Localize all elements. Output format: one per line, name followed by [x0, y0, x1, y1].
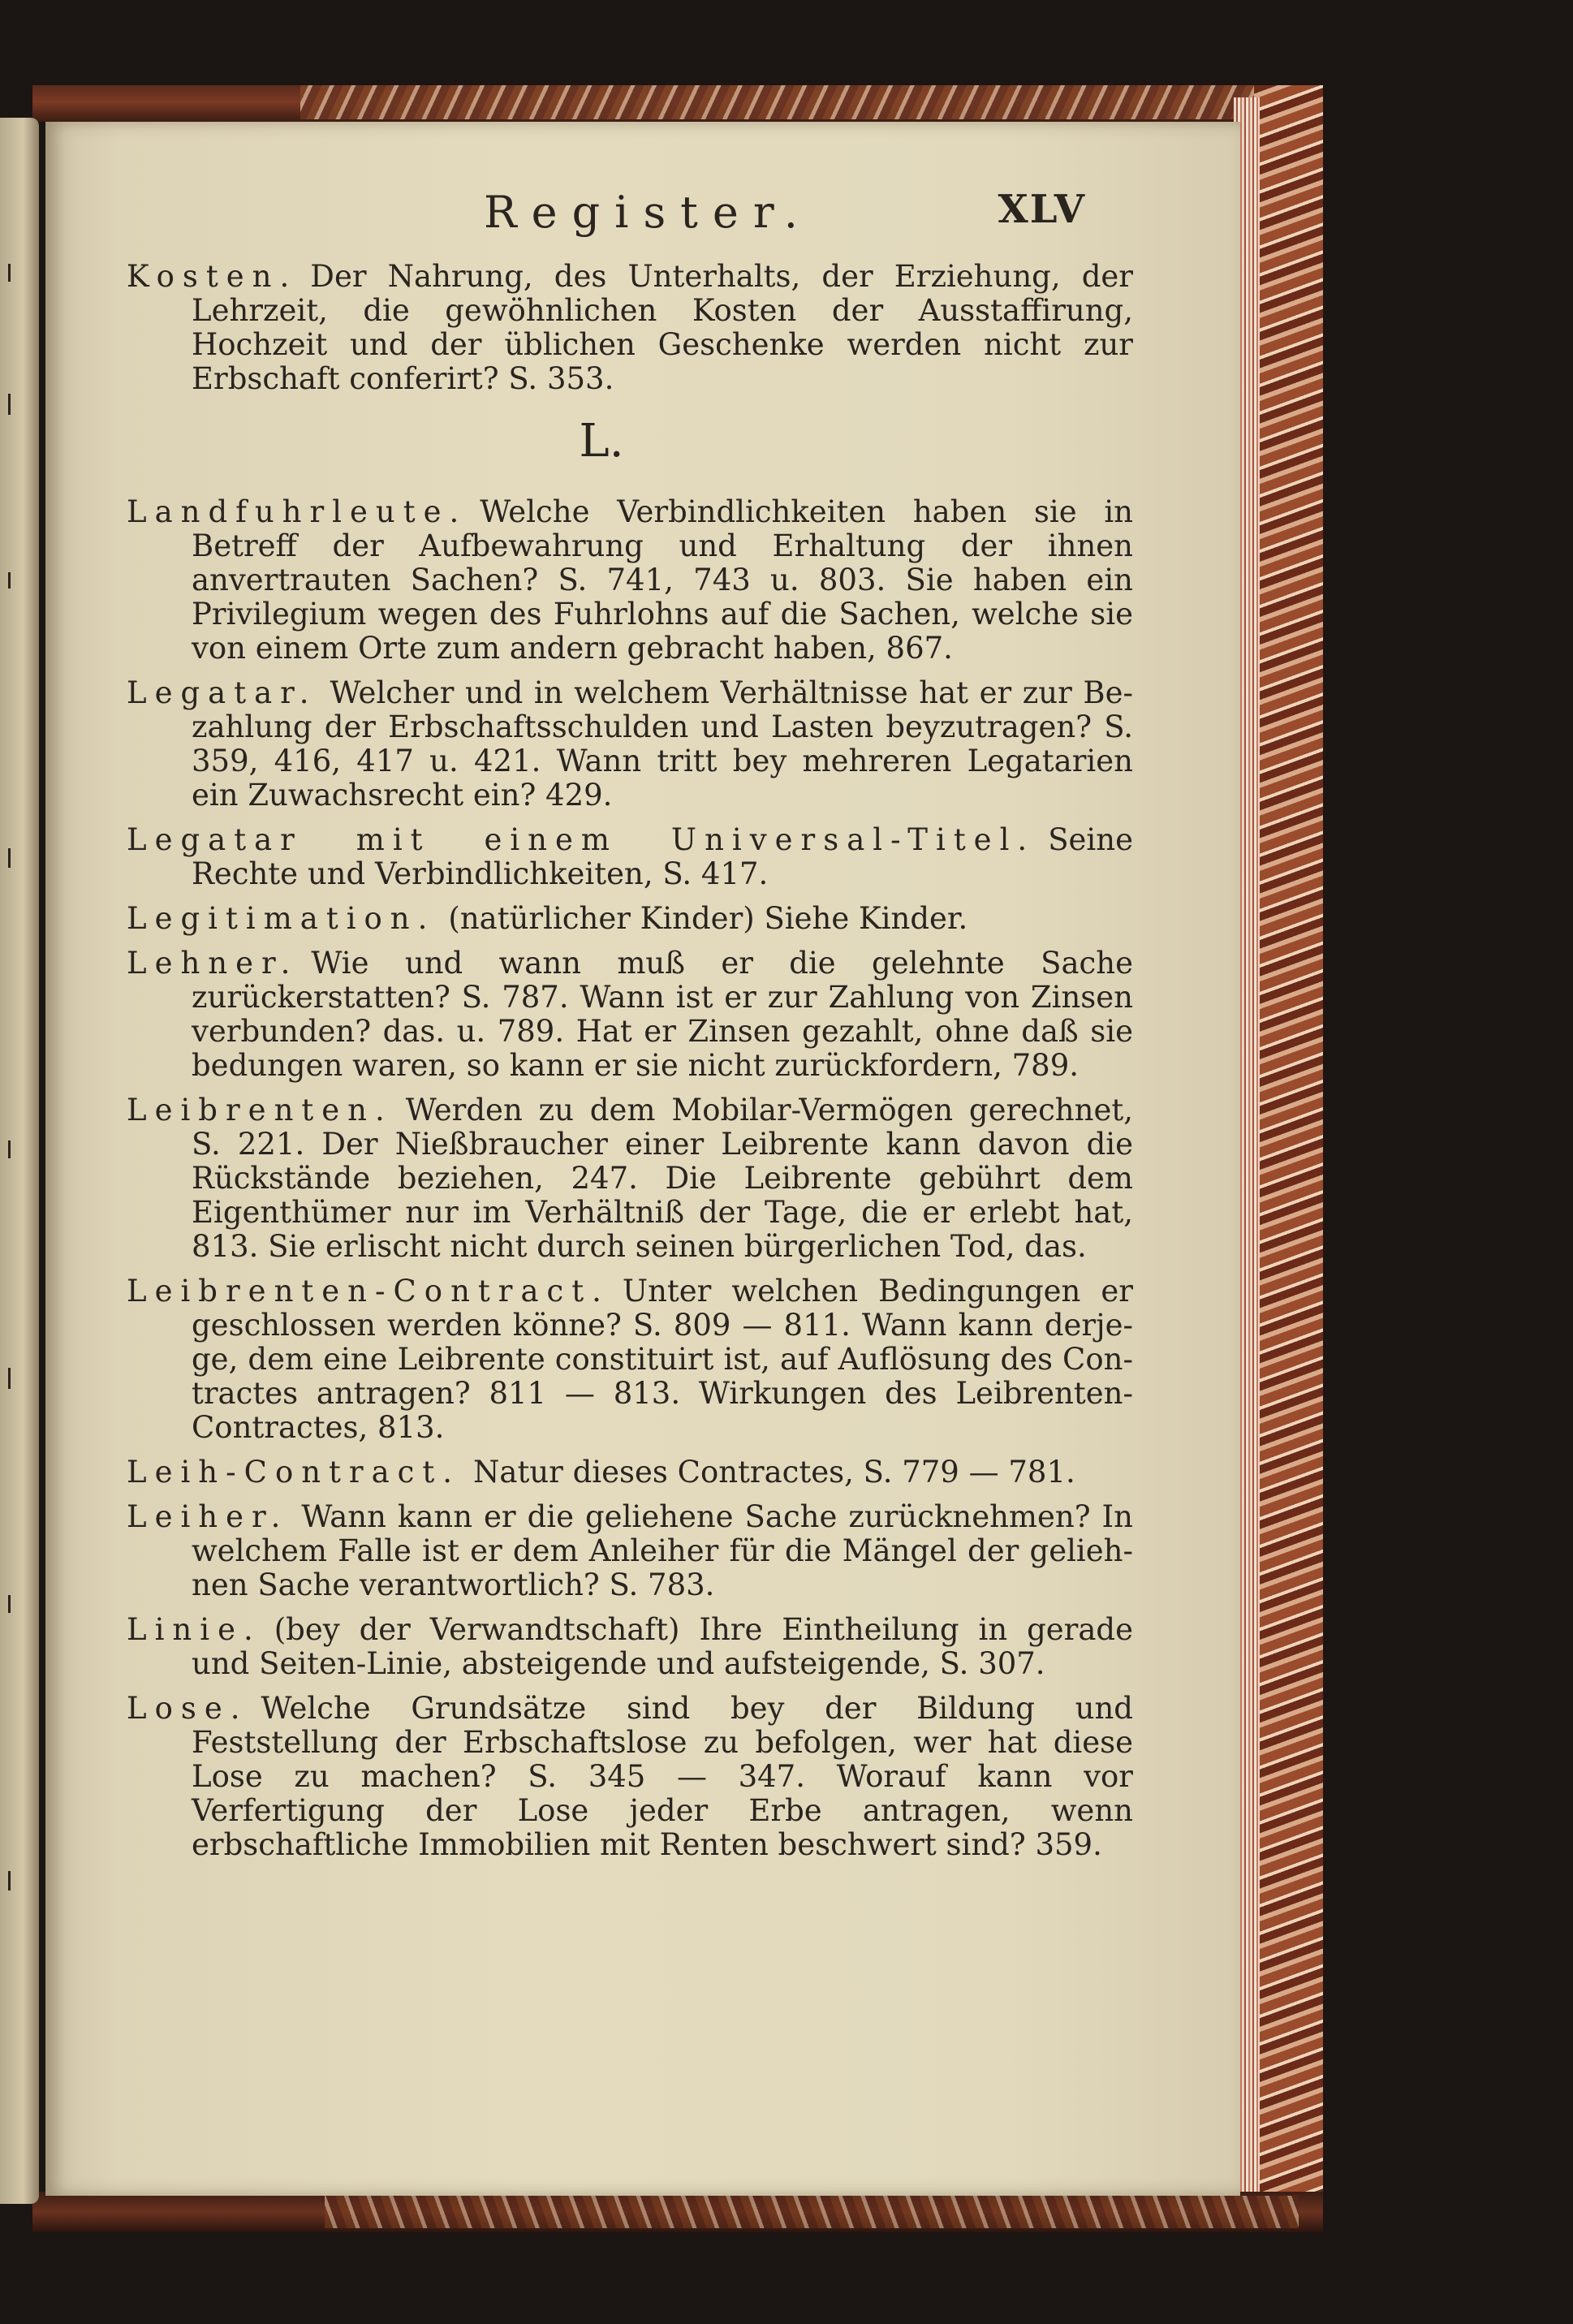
entry-text: Werden zu dem Mobilar-Vermögen gerechnet, S. 221. Der Nießbraucher einer Leibrente kann davon die Rückstände beziehen, 247. Die Leibrente gebührt dem Eigenthümer nur im Verhältniß der Tage, die er erlebt hat, 813. Sie erlischt nicht durch seinen bürgerlichen Tod, das. [192, 1093, 1133, 1264]
entry-text: (bey der Verwandtschaft) Ihre Eintheilung in gerade und Seiten-Linie, absteigende und aufsteigende, S. 307. [192, 1612, 1133, 1681]
index-entry [127, 946, 1133, 1083]
index-entry [127, 1093, 1133, 1264]
running-head: Register. [484, 187, 812, 238]
index-entry [127, 823, 1133, 891]
entry-text: Welche Grundsätze sind bey der Bildung und Feststellung der Erbschaftslose zu befolgen, wer hat diese Lose zu machen? S. 345 — 347. Worauf kann vor Verfertigung der Lose jeder Erbe antragen, wenn erbschaftliche Immobilien mit Renten beschwert sind? 359. [192, 1691, 1133, 1862]
index-entry [127, 495, 1133, 666]
index-entry [127, 260, 1133, 396]
entry-headword: Landfuhrleute. [127, 494, 468, 529]
ink-mark [8, 1368, 11, 1389]
entry-headword: Kosten. [127, 259, 298, 294]
marbled-cover-right [1254, 85, 1323, 2228]
index-entry [127, 1500, 1133, 1602]
index-entry [127, 1455, 1133, 1490]
ink-mark [8, 1595, 11, 1613]
entry-text: Natur dieses Contractes, S. 779 — 781. [473, 1455, 1075, 1490]
previous-page-edge [0, 118, 39, 2204]
marbled-cover-bottom [325, 2196, 1299, 2228]
index-entry [127, 676, 1133, 813]
index-entry [127, 902, 1133, 936]
book-page [45, 122, 1240, 2196]
ink-mark [8, 1871, 11, 1891]
page-number: XLV [998, 187, 1086, 232]
entry-headword: Legatar mit einem Universal-Titel. [127, 822, 1036, 857]
entry-headword: Linie. [127, 1612, 261, 1647]
entry-headword: Legatar. [127, 675, 317, 710]
section-letter: L. [579, 415, 624, 468]
entry-headword: Leih-Contract. [127, 1455, 461, 1490]
index-entry [127, 1274, 1133, 1445]
page-header [45, 187, 1240, 260]
entry-text: Wie und wann muß er die gelehnte Sache zurückerstatten? S. 787. Wann ist er zur Zahlung von Zinsen verbunden? das. u. 789. Hat er Zinsen gezahlt, ohne daß sie bedungen waren, so kann er sie nicht zurückfordern, 789. [192, 946, 1133, 1083]
marbled-cover-top [300, 85, 1307, 119]
ink-mark [8, 264, 11, 282]
index-content [127, 260, 1133, 1873]
entry-headword: Leibrenten. [127, 1093, 393, 1128]
entry-text: Welche Verbindlichkeiten haben sie in Betreff der Aufbewahrung und Erhaltung der ihnen anvertrauten Sachen? S. 741, 743 u. 803. Sie haben ein Privilegium wegen des Fuhrlohns auf die Sachen, welche sie von einem Orte zum andern gebracht haben, 867. [192, 494, 1133, 666]
entry-headword: Leiher. [127, 1499, 289, 1534]
entry-headword: Lose. [127, 1691, 248, 1726]
entry-headword: Legitimation. [127, 901, 436, 936]
ink-mark [8, 848, 11, 868]
entry-text: Der Nahrung, des Unterhalts, der Erziehung, der Lehrzeit, die gewöhnlichen Kosten der Ausstaffirung, Hochzeit und der üblichen Geschenke werden nicht zur Erbschaft conferirt? S. 353. [192, 259, 1133, 396]
entry-text: (natürlicher Kinder) Siehe Kinder. [448, 901, 968, 936]
ink-mark [8, 572, 11, 589]
entry-headword: Lehner. [127, 946, 299, 981]
entry-headword: Leibrenten-Contract. [127, 1274, 610, 1309]
entry-text: Welcher und in welchem Verhältnisse hat er zur Bezahlung der Erbschaftsschulden und Lasten beyzutragen? S. 359, 416, 417 u. 421. Wann tritt bey mehreren Legatarien ein Zuwachsrecht ein? 429. [192, 675, 1133, 813]
entry-text: Unter welchen Bedingungen er geschlossen werden könne? S. 809 — 811. Wann kann derjege, dem eine Leibrente constituirt ist, auf Auflösung des Contractes antragen? 811 — 813. Wirkungen des LeibrentenContractes, 813. [192, 1274, 1133, 1445]
entry-text: Wann kann er die geliehene Sache zurücknehmen? In welchem Falle ist er dem Anleiher für die Mängel der geliehnen Sache verantwortlich? S. 783. [192, 1499, 1133, 1602]
ink-mark [8, 1140, 11, 1158]
ink-mark [8, 394, 11, 415]
entry-text: Seine Rechte und Verbindlichkeiten, S. 417. [192, 822, 1133, 891]
index-entry [127, 1613, 1133, 1681]
index-entry [127, 1692, 1133, 1862]
